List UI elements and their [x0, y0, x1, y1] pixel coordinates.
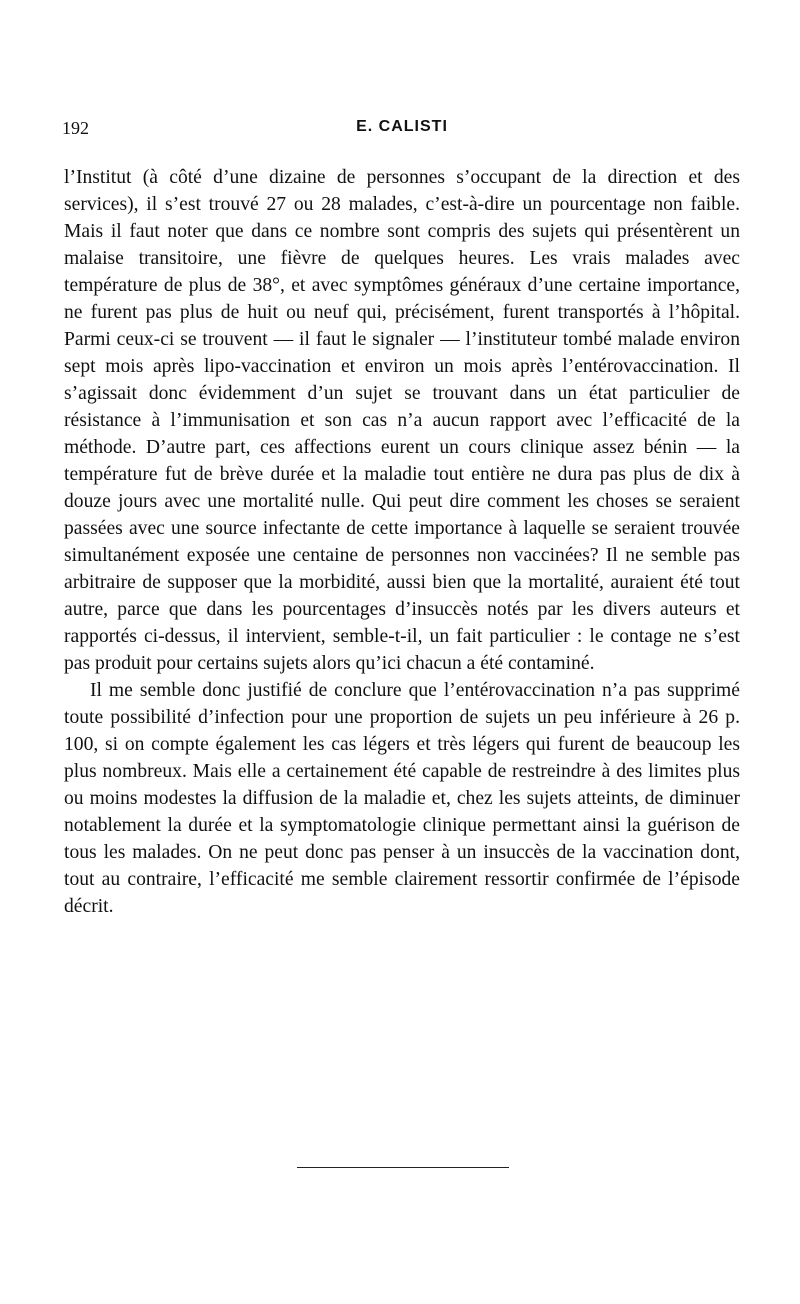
page-number: 192 — [62, 118, 89, 138]
section-end-rule — [297, 1167, 509, 1168]
page-header — [62, 118, 742, 146]
paragraph-conclusion: Il me semble donc justifié de conclure que l’entérovaccination n’a pas supprimé toute possibilité d’infection pour une proportion de sujets un peu inférieure à 26 p. 100, si on compte également les cas légers et très légers qui furent de beaucoup les plus nombreux. Mais elle a certainement été capable de restreindre à des limites plus ou moins modestes la diffusion de la maladie et, chez les sujets atteints, de diminuer notablement la durée et la symptomatologie clinique permettant ainsi la guérison de tous les malades. On ne peut donc pas penser à un insuccès de la vaccination dont, tout au contraire, l’efficacité me semble clairement ressortir confirmée de l’épisode décrit. — [64, 680, 740, 917]
running-head: E. CALISTI — [356, 118, 448, 135]
body-text — [64, 164, 740, 920]
paragraph-continuation: l’Institut (à côté d’une dizaine de personnes s’occupant de la direction et des services), il s’est trouvé 27 ou 28 malades, c’est-à-dire un pourcentage non faible. Mais il faut noter que dans ce nombre sont compris des sujets qui présentèrent un malaise transitoire, une fièvre de quelques heures. Les vrais malades avec température de plus de 38°, et avec symptômes généraux d’une certaine importance, ne furent pas plus de huit ou neuf qui, précisément, furent transportés à l’hôpital. Parmi ceux-ci se trouvent — il faut le signaler — l’instituteur tombé malade environ sept mois après lipo-vaccination et environ un mois après l’entérovaccination. Il s’agissait donc évidemment d’un sujet se trouvant dans un état particulier de résistance à l’immunisation et son cas n’a aucun rapport avec l’efficacité de la méthode. D’autre part, ces affections eurent un cours clinique assez bénin — la température fut de brève durée et la maladie tout entière ne dura pas plus de dix à douze jours avec une mortalité nulle. Qui peut dire comment les choses se seraient passées avec une source infectante de cette importance à laquelle se seraient trouvée simultanément exposée une centaine de personnes non vaccinées? Il ne semble pas arbitraire de supposer que la morbidité, aussi bien que la mortalité, auraient été tout autre, parce que dans les pourcentages d’insuccès notés par les divers auteurs et rapportés ci-dessus, il intervient, semble-t-il, un fait particulier : le contage ne s’est pas produit pour certains sujets alors qu’ici chacun a été contaminé. — [64, 167, 740, 674]
